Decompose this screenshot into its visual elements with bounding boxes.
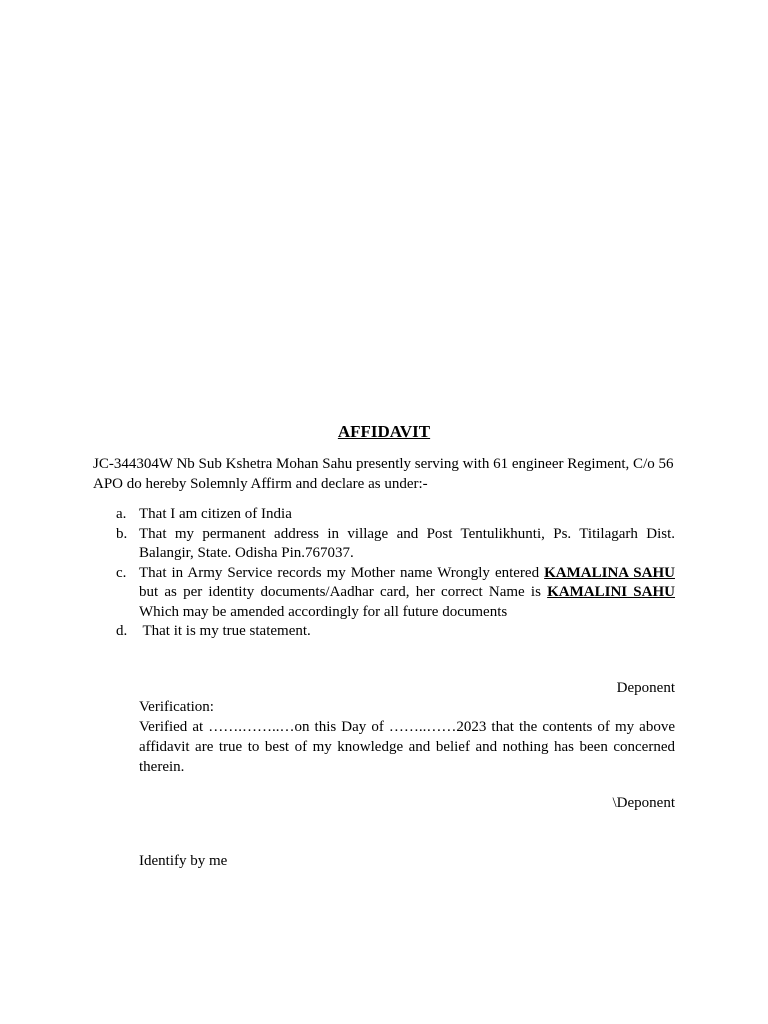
list-marker: a. xyxy=(116,506,127,522)
list-item xyxy=(93,505,675,525)
list-item xyxy=(93,622,675,642)
list-item-text: That it is my true statement. xyxy=(139,623,311,639)
list-item-text: That my permanent address in village and Post Tentulikhunti, Ps. Titilagarh Dist. Balangir, State. Odisha Pin.767037. xyxy=(139,525,675,561)
identify-label: Identify by me xyxy=(139,853,228,869)
list-marker: d. xyxy=(116,623,128,639)
list-item-text-middle: but as per identity documents/Aadhar card, her correct Name is xyxy=(139,584,548,600)
wrong-name: KAMALINA SAHU xyxy=(544,564,675,581)
correct-name: KAMALINI SAHU xyxy=(547,584,675,600)
intro-paragraph: JC-344304W Nb Sub Kshetra Mohan Sahu presently serving with 61 engineer Regiment, C/o 56 APO do hereby Solemnly Affirm and declare as under:- xyxy=(93,456,674,492)
document-title: AFFIDAVIT xyxy=(337,422,431,441)
verification-paragraph: Verified at …….……..…on this Day of ……..……2023 that the contents of my above affidavit are true to best of my knowledge and belief and nothing has been concerned therein. xyxy=(139,719,675,775)
list-item-text-after: Which may be amended accordingly for all future documents xyxy=(139,603,508,620)
declaration-list xyxy=(93,505,675,642)
list-item xyxy=(93,525,675,564)
deponent-signature-label: Deponent xyxy=(616,680,675,696)
list-marker: c. xyxy=(116,564,127,581)
list-item-text: That I am citizen of India xyxy=(139,506,292,522)
list-item-text-before: That in Army Service records my Mother name Wrongly entered xyxy=(139,564,545,581)
list-marker: b. xyxy=(116,525,128,542)
verification-heading: Verification: xyxy=(139,699,214,715)
list-item xyxy=(93,564,675,623)
deponent-verification-label: \Deponent xyxy=(612,795,675,811)
